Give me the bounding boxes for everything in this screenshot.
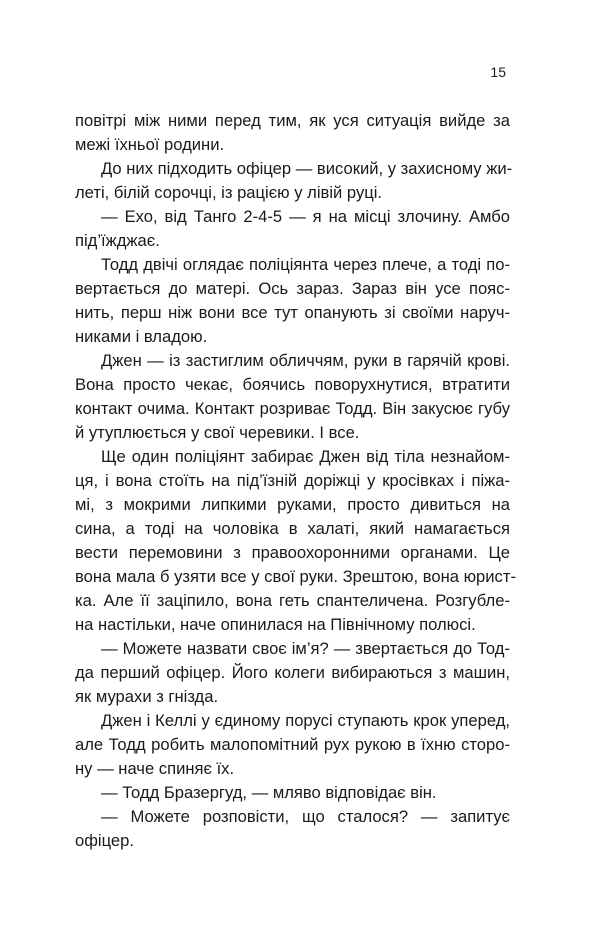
text-line: да перший офіцер. Його колеги вибираються з машин, xyxy=(75,663,510,683)
text-line: никами і владою. xyxy=(75,327,208,347)
text-line: — Можете розповісти, що сталося? — запитує xyxy=(101,807,510,827)
text-line: — Тодд Бразергуд, — мляво відповідає він. xyxy=(101,783,437,803)
text-line: вона мала б узяти все у свої руки. Зрештою, вона юрист- xyxy=(75,567,516,587)
text-line: Джен — із застиглим обличчям, руки в гарячій крові. xyxy=(101,351,510,371)
paragraph xyxy=(75,109,510,157)
text-line: Джен і Келлі у єдиному порусі ступають крок уперед, xyxy=(101,711,510,731)
text-line: нить, перш ніж вони все тут опанують зі своїми наруч- xyxy=(75,303,510,323)
text-line: як мурахи з гнізда. xyxy=(75,687,219,707)
text-line: сина, а тоді на чоловіка в халаті, який намагається xyxy=(75,519,510,539)
text-line: але Тодд робить малопомітний рух рукою в їхню сторо- xyxy=(75,735,510,755)
paragraph xyxy=(75,709,510,781)
paragraph xyxy=(75,805,510,853)
text-line: й утуплюється у свої черевики. І все. xyxy=(75,423,360,443)
text-line: ка. Але її заціпило, вона геть спантеличена. Розгубле- xyxy=(75,591,510,611)
text-line: вести перемовини з правоохоронними органами. Це xyxy=(75,543,510,563)
text-line: — Ехо, від Танго 2-4-5 — я на місці злочину. Амбо xyxy=(101,207,510,227)
text-line: контакт очима. Контакт розриває Тодд. Він закусює губу xyxy=(75,399,510,419)
page-number: 15 xyxy=(490,64,506,80)
text-line: повітрі між ними перед тим, як уся ситуація вийде за xyxy=(75,111,510,130)
paragraph xyxy=(75,205,510,253)
paragraph xyxy=(75,349,510,445)
text-line: під’їжджає. xyxy=(75,231,160,251)
text-line: офіцер. xyxy=(75,831,134,851)
text-line: межі їхньої родини. xyxy=(75,135,225,155)
body-text xyxy=(75,109,516,853)
text-line: До них підходить офіцер — високий, у захисному жи- xyxy=(101,159,513,179)
text-line: ну — наче спиняє їх. xyxy=(75,759,235,779)
paragraph xyxy=(75,157,513,205)
paragraph xyxy=(75,637,510,709)
paragraph xyxy=(75,445,516,637)
text-line: Вона просто чекає, боячись поворухнутися, втратити xyxy=(75,375,510,395)
text-line: Ще один поліціянт забирає Джен від тіла незнайом- xyxy=(101,447,510,467)
text-line: мі, з мокрими липкими руками, просто дивиться на xyxy=(75,495,510,515)
text-line: — Можете назвати своє ім’я? — звертається до Тод- xyxy=(101,639,510,659)
text-line: на настільки, наче опинилася на Північному полюсі. xyxy=(75,615,476,635)
text-line: леті, білій сорочці, із рацією у лівій руці. xyxy=(75,183,383,203)
text-line: вертається до матері. Ось зараз. Зараз він усе пояс- xyxy=(75,279,510,299)
text-line: Тодд двічі оглядає поліціянта через плече, а тоді по- xyxy=(101,255,510,275)
paragraph xyxy=(75,253,510,349)
paragraph xyxy=(75,781,510,805)
text-line: ця, і вона стоїть на під’їзній доріжці у кросівках і піжа- xyxy=(75,471,510,491)
